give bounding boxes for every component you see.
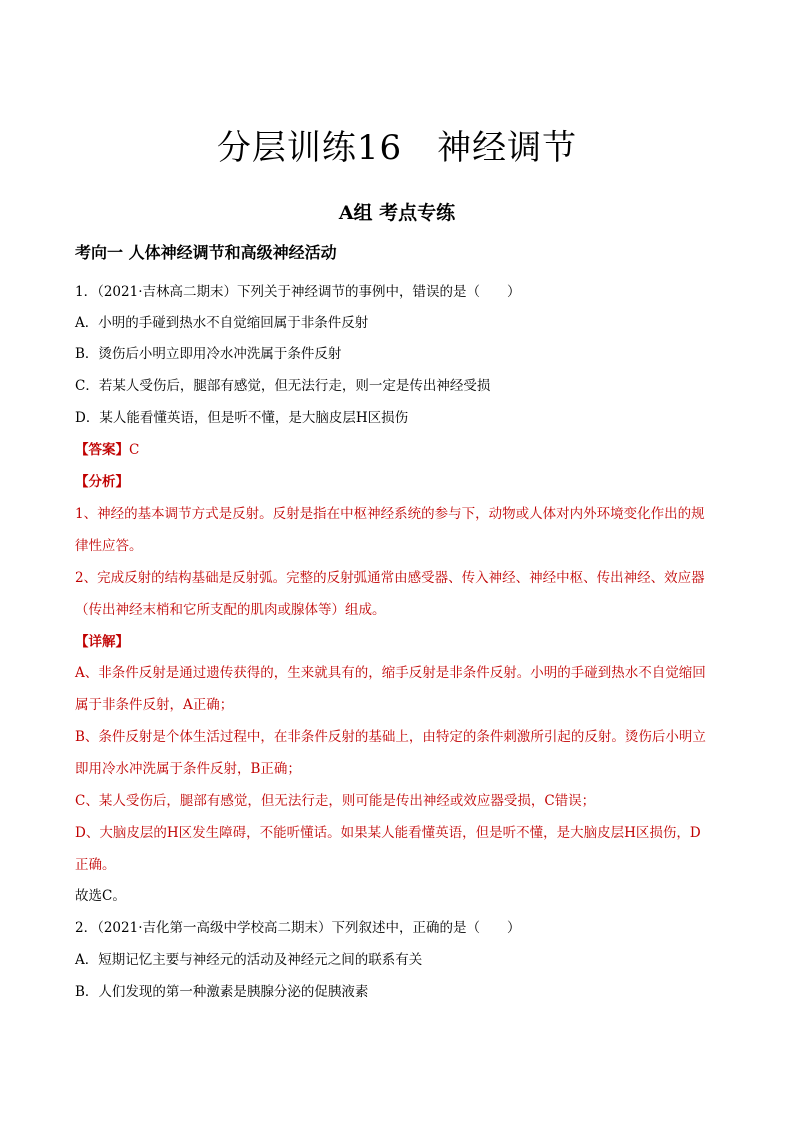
question-1-option-d: D．某人能看懂英语，但是听不懂，是大脑皮层H区损伤 — [75, 410, 409, 426]
page-title: 分层训练16 神经调节 — [216, 128, 578, 168]
question-2-option-b: B．人们发现的第一种激素是胰腺分泌的促胰液素 — [75, 984, 369, 1000]
detail-label: 【详解】 — [75, 634, 129, 650]
analysis-line: 1、神经的基本调节方式是反射。反射是指在中枢神经系统的参与下，动物或人体对内外环境变化作出的规 — [75, 506, 705, 522]
detail-line: A、非条件反射是通过遗传获得的，生来就具有的，缩手反射是非条件反射。小明的手碰到热水不自觉缩回 — [75, 665, 706, 681]
detail-line: 即用冷水冲洗属于条件反射，B正确； — [75, 761, 301, 777]
answer-line — [75, 440, 725, 460]
analysis-line: （传出神经末梢和它所支配的肌肉或腺体等）组成。 — [75, 602, 386, 618]
group-title: A组 考点专练 — [338, 202, 456, 224]
section-heading: 考向一 人体神经调节和高级神经活动 — [75, 243, 337, 262]
analysis-line: 2、完成反射的结构基础是反射弧。完整的反射弧通常由感受器、传入神经、神经中枢、传出神经、效应器 — [75, 570, 705, 586]
analysis-line: 律性应答。 — [75, 538, 143, 554]
detail-line: 正确。 — [75, 857, 116, 873]
conclusion-line: 故选C。 — [75, 888, 126, 904]
detail-line: C、某人受伤后，腿部有感觉，但无法行走，则可能是传出神经或效应器受损，C错误； — [75, 793, 596, 809]
analysis-label: 【分析】 — [75, 474, 129, 490]
answer-label: 【答案】 — [75, 442, 129, 458]
question-1-option-b: B．烫伤后小明立即用冷水冲洗属于条件反射 — [75, 346, 342, 362]
answer-value: C — [129, 442, 140, 458]
question-1-option-a: A．小明的手碰到热水不自觉缩回属于非条件反射 — [75, 315, 369, 331]
question-1-option-c: C．若某人受伤后，腿部有感觉，但无法行走，则一定是传出神经受损 — [75, 378, 491, 394]
detail-line: 属于非条件反射，A正确； — [75, 697, 234, 713]
question-2-option-a: A．短期记忆主要与神经元的活动及神经元之间的联系有关 — [75, 952, 423, 968]
question-2-stem: 2．（2021·吉化第一高级中学校高二期末）下列叙述中，正确的是（ ） — [75, 920, 521, 936]
detail-line: B、条件反射是个体生活过程中，在非条件反射的基础上，由特定的条件刺激所引起的反射。烫伤后小明立 — [75, 729, 706, 745]
detail-line: D、大脑皮层的H区发生障碍，不能听懂话。如果某人能看懂英语，但是听不懂，是大脑皮层H区损伤，D — [75, 825, 701, 841]
question-1-stem: 1．（2021·吉林高二期末）下列关于神经调节的事例中，错误的是（ ） — [75, 284, 521, 300]
